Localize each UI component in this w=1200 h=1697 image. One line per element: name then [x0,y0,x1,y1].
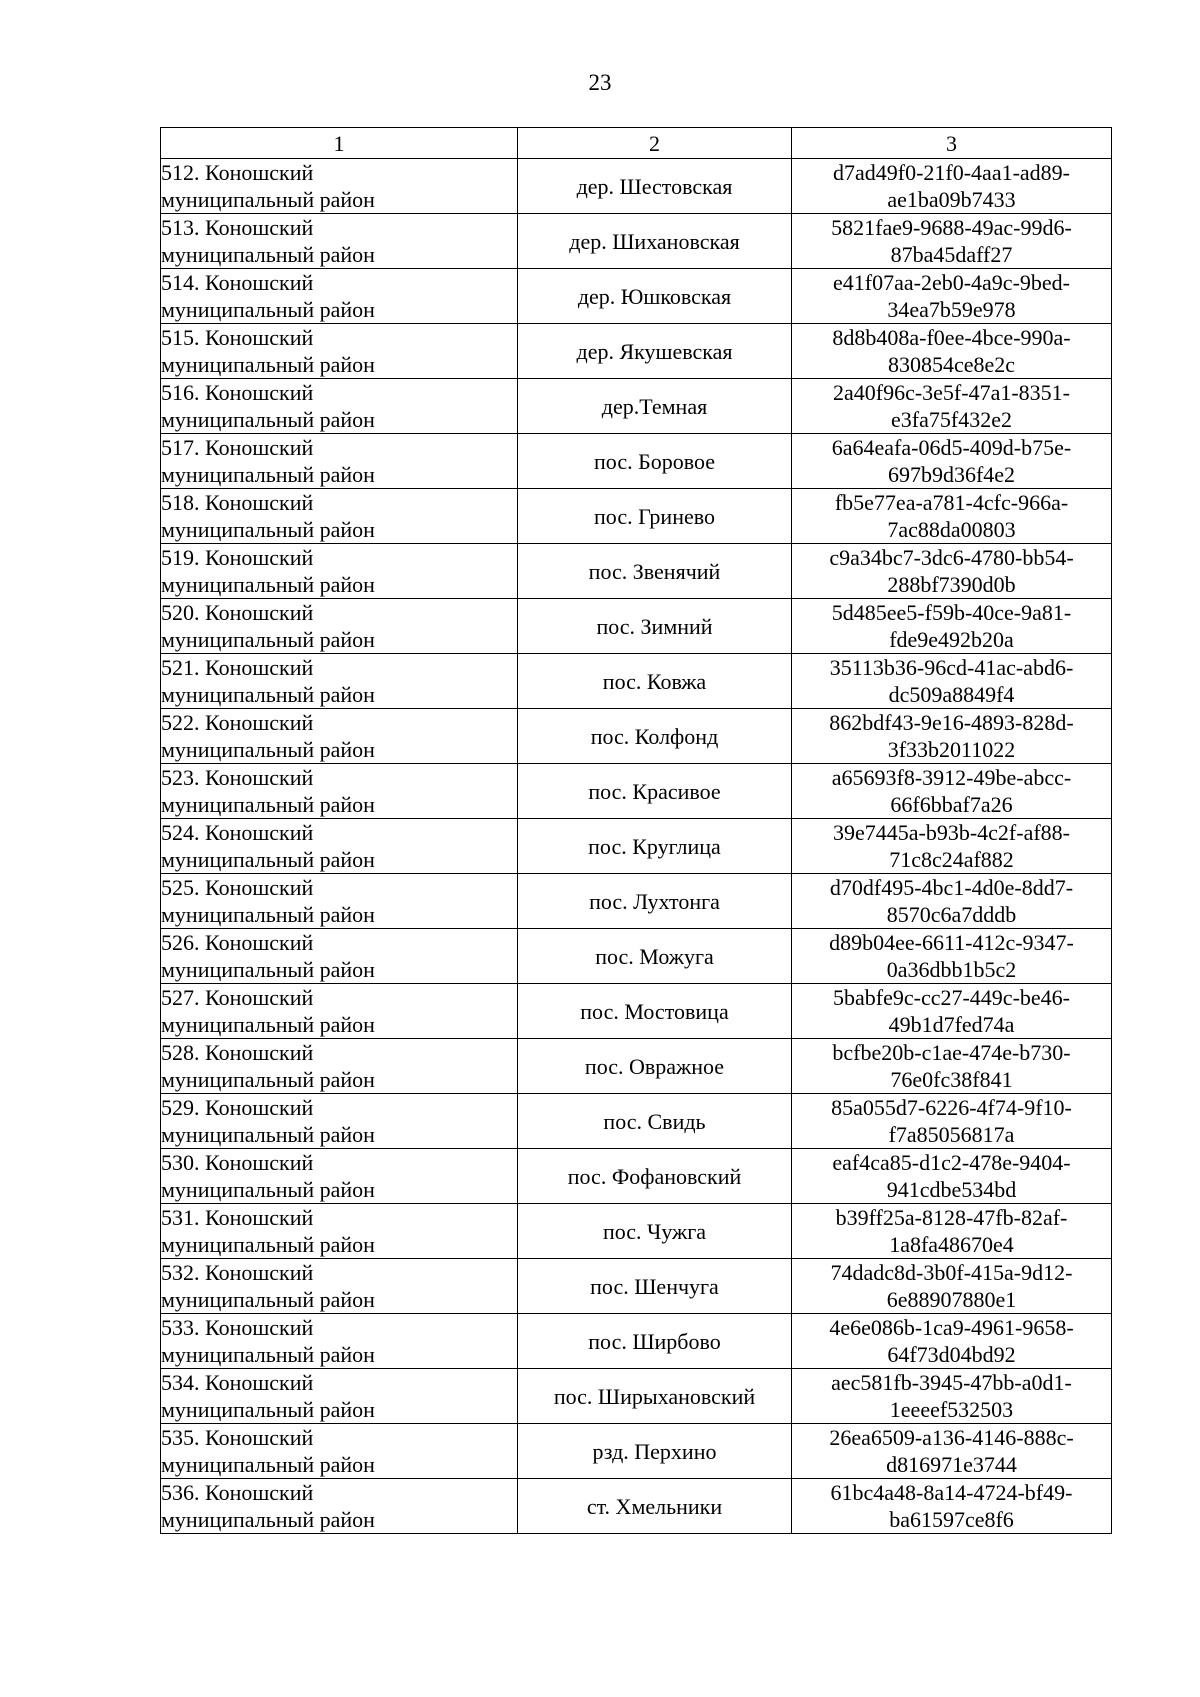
locality-cell: пос. Лухтонга [518,874,792,929]
district-name: 514. Коношский [161,270,314,295]
district-name: 530. Коношский [161,1150,314,1175]
column-header-3: 3 [792,128,1112,159]
locality-cell: пос. Боровое [518,434,792,489]
settlements-table [160,127,1112,1534]
guid-cell [792,709,1112,764]
header-row [161,128,1112,159]
guid-cell [792,599,1112,654]
district-cell [161,159,518,214]
district-cell [161,654,518,709]
guid-part-1: bcfbe20b-c1ae-474e-b730- [832,1040,1071,1065]
district-cell [161,1369,518,1424]
district-type: муниципальный район [161,517,375,542]
locality-cell: дер. Якушевская [518,324,792,379]
district-cell [161,1479,518,1534]
guid-part-2: 941cdbe534bd [886,1177,1017,1202]
district-type: муниципальный район [161,1232,375,1257]
table-row [161,764,1112,819]
table-row [161,709,1112,764]
guid-part-1: 5d485ee5-f59b-40ce-9a81- [831,600,1072,625]
locality-cell: пос. Мостовица [518,984,792,1039]
guid-part-1: 61bc4a48-8a14-4724-bf49- [830,1480,1073,1505]
table-row [161,159,1112,214]
district-type: муниципальный район [161,737,375,762]
district-type: муниципальный район [161,792,375,817]
table-row [161,1204,1112,1259]
guid-part-1: 5babfe9c-cc27-449c-be46- [833,985,1070,1010]
guid-part-2: e3fa75f432e2 [891,407,1012,432]
guid-cell [792,159,1112,214]
guid-cell [792,544,1112,599]
district-type: муниципальный район [161,462,375,487]
guid-part-1: d70df495-4bc1-4d0e-8dd7- [829,875,1074,900]
district-cell [161,1314,518,1369]
guid-part-2: 66f6bbaf7a26 [890,792,1013,817]
district-type: муниципальный район [161,627,375,652]
locality-cell: пос. Ширыхановский [518,1369,792,1424]
district-cell [161,599,518,654]
table-row [161,379,1112,434]
table-row [161,1314,1112,1369]
guid-cell [792,764,1112,819]
table-row [161,1424,1112,1479]
district-name: 528. Коношский [161,1040,314,1065]
district-type: муниципальный район [161,407,375,432]
district-cell [161,929,518,984]
district-cell [161,709,518,764]
guid-part-2: 64f73d04bd92 [887,1342,1016,1367]
locality-cell: дер.Темная [518,379,792,434]
locality-cell: пос. Гринево [518,489,792,544]
district-cell [161,1039,518,1094]
guid-part-2: f7a85056817a [888,1122,1015,1147]
district-type: муниципальный район [161,1122,375,1147]
district-name: 519. Коношский [161,545,314,570]
locality-cell: пос. Можуга [518,929,792,984]
guid-part-2: 49b1d7fed74a [888,1012,1015,1037]
guid-part-1: d7ad49f0-21f0-4aa1-ad89- [832,160,1070,185]
district-name: 525. Коношский [161,875,314,900]
guid-cell [792,1369,1112,1424]
guid-cell [792,929,1112,984]
guid-part-1: a65693f8-3912-49be-abcc- [831,765,1072,790]
district-type: муниципальный район [161,957,375,982]
district-type: муниципальный район [161,352,375,377]
district-name: 527. Коношский [161,985,314,1010]
table-row [161,1369,1112,1424]
locality-cell: дер. Шихановская [518,214,792,269]
table-row [161,819,1112,874]
guid-part-1: e41f07aa-2eb0-4a9c-9bed- [833,270,1070,295]
district-cell [161,214,518,269]
district-name: 524. Коношский [161,820,314,845]
district-cell [161,1204,518,1259]
locality-cell: пос. Шенчуга [518,1259,792,1314]
table-row [161,544,1112,599]
district-cell [161,324,518,379]
district-name: 533. Коношский [161,1315,314,1340]
guid-part-2: 7ac88da00803 [887,517,1016,542]
district-name: 536. Коношский [161,1480,314,1505]
guid-part-2: 0a36dbb1b5c2 [886,957,1017,982]
district-name: 517. Коношский [161,435,314,460]
guid-part-1: eaf4ca85-d1c2-478e-9404- [832,1150,1071,1175]
guid-part-2: 6e88907880e1 [886,1287,1017,1312]
locality-cell: ст. Хмельники [518,1479,792,1534]
district-type: муниципальный район [161,1507,375,1532]
district-name: 516. Коношский [161,380,314,405]
locality-cell: пос. Зимний [518,599,792,654]
guid-part-2: 8570c6a7dddb [886,902,1017,927]
guid-cell [792,214,1112,269]
district-type: муниципальный район [161,1067,375,1092]
guid-part-1: fb5e77ea-a781-4cfc-966a- [834,490,1069,515]
guid-part-1: 862bdf43-9e16-4893-828d- [829,710,1074,735]
district-cell [161,1094,518,1149]
guid-part-2: 697b9d36f4e2 [887,462,1016,487]
district-name: 532. Коношский [161,1260,314,1285]
locality-cell: пос. Звенячий [518,544,792,599]
table-row [161,214,1112,269]
district-name: 523. Коношский [161,765,314,790]
district-name: 520. Коношский [161,600,314,625]
district-name: 521. Коношский [161,655,314,680]
district-cell [161,1424,518,1479]
locality-cell: дер. Юшковская [518,269,792,324]
guid-cell [792,1094,1112,1149]
table-row [161,1149,1112,1204]
table-row [161,324,1112,379]
district-cell [161,1259,518,1314]
locality-cell: пос. Круглица [518,819,792,874]
district-cell [161,544,518,599]
district-name: 526. Коношский [161,930,314,955]
locality-cell: пос. Ковжа [518,654,792,709]
district-cell [161,984,518,1039]
guid-part-1: 8d8b408a-f0ee-4bce-990a- [832,325,1071,350]
locality-cell: дер. Шестовская [518,159,792,214]
table-row [161,269,1112,324]
guid-part-2: ba61597ce8f6 [889,1507,1014,1532]
table-row [161,929,1112,984]
district-name: 522. Коношский [161,710,314,735]
guid-part-2: 1a8fa48670e4 [889,1232,1014,1257]
guid-part-2: ae1ba09b7433 [887,187,1016,212]
guid-cell [792,1314,1112,1369]
district-type: муниципальный район [161,1012,375,1037]
district-cell [161,379,518,434]
guid-part-1: 35113b36-96cd-41ac-abd6- [829,655,1074,680]
guid-part-2: fde9e492b20a [889,627,1014,652]
locality-cell: пос. Колфонд [518,709,792,764]
district-type: муниципальный район [161,1287,375,1312]
guid-part-2: 87ba45daff27 [890,242,1013,267]
district-name: 531. Коношский [161,1205,314,1230]
guid-part-1: 2a40f96c-3e5f-47a1-8351- [832,380,1070,405]
district-cell [161,764,518,819]
district-type: муниципальный район [161,902,375,927]
locality-cell: рзд. Перхино [518,1424,792,1479]
district-cell [161,269,518,324]
table-row [161,874,1112,929]
guid-part-1: 39e7445a-b93b-4c2f-af88- [832,820,1070,845]
district-name: 535. Коношский [161,1425,314,1450]
guid-cell [792,1479,1112,1534]
table-row [161,489,1112,544]
guid-part-2: 288bf7390d0b [887,572,1016,597]
guid-part-2: 1eeeef532503 [889,1397,1014,1422]
guid-cell [792,984,1112,1039]
guid-part-2: d816971e3744 [886,1452,1017,1477]
guid-part-1: aec581fb-3945-47bb-a0d1- [831,1370,1072,1395]
table-row [161,654,1112,709]
guid-cell [792,874,1112,929]
district-name: 515. Коношский [161,325,314,350]
district-cell [161,874,518,929]
guid-part-2: 71c8c24af882 [889,847,1014,872]
guid-part-1: 4e6e086b-1ca9-4961-9658- [829,1315,1074,1340]
district-cell [161,434,518,489]
guid-part-2: 830854ce8e2c [887,352,1016,377]
guid-cell [792,379,1112,434]
guid-part-2: dc509a8849f4 [888,682,1015,707]
guid-cell [792,324,1112,379]
guid-part-1: 5821fae9-9688-49ac-99d6- [831,215,1072,240]
guid-part-1: b39ff25a-8128-47fb-82af- [835,1205,1068,1230]
table-row [161,1259,1112,1314]
page-number: 23 [588,70,612,95]
district-type: муниципальный район [161,1342,375,1367]
guid-cell [792,269,1112,324]
column-header-2: 2 [518,128,792,159]
district-type: муниципальный район [161,297,375,322]
district-type: муниципальный район [161,572,375,597]
guid-part-2: 76e0fc38f841 [890,1067,1013,1092]
locality-cell: пос. Ширбово [518,1314,792,1369]
guid-cell [792,489,1112,544]
district-type: муниципальный район [161,1177,375,1202]
table-row [161,984,1112,1039]
district-name: 534. Коношский [161,1370,314,1395]
district-type: муниципальный район [161,682,375,707]
guid-cell [792,1039,1112,1094]
locality-cell: пос. Красивое [518,764,792,819]
table-row [161,434,1112,489]
guid-cell [792,434,1112,489]
guid-cell [792,819,1112,874]
district-type: муниципальный район [161,187,375,212]
district-type: муниципальный район [161,847,375,872]
district-type: муниципальный район [161,242,375,267]
district-name: 513. Коношский [161,215,314,240]
district-type: муниципальный район [161,1397,375,1422]
locality-cell: пос. Овражное [518,1039,792,1094]
locality-cell: пос. Свидь [518,1094,792,1149]
table-row [161,1039,1112,1094]
guid-cell [792,654,1112,709]
district-type: муниципальный район [161,1452,375,1477]
guid-part-1: 74dadc8d-3b0f-415a-9d12- [830,1260,1073,1285]
guid-part-1: 26ea6509-a136-4146-888c- [829,1425,1074,1450]
district-cell [161,1149,518,1204]
district-cell [161,489,518,544]
district-name: 529. Коношский [161,1095,314,1120]
district-name: 518. Коношский [161,490,314,515]
guid-cell [792,1424,1112,1479]
guid-cell [792,1149,1112,1204]
guid-part-2: 3f33b2011022 [887,737,1016,762]
district-cell [161,819,518,874]
district-name: 512. Коношский [161,160,314,185]
guid-part-1: 85a055d7-6226-4f74-9f10- [831,1095,1072,1120]
table-row [161,599,1112,654]
guid-cell [792,1259,1112,1314]
guid-cell [792,1204,1112,1259]
guid-part-1: 6a64eafa-06d5-409d-b75e- [831,435,1072,460]
guid-part-1: d89b04ee-6611-412c-9347- [829,930,1074,955]
locality-cell: пос. Фофановский [518,1149,792,1204]
guid-part-1: c9a34bc7-3dc6-4780-bb54- [829,545,1074,570]
column-header-1: 1 [161,128,518,159]
locality-cell: пос. Чужга [518,1204,792,1259]
table-row [161,1479,1112,1534]
table-row [161,1094,1112,1149]
guid-part-2: 34ea7b59e978 [887,297,1016,322]
